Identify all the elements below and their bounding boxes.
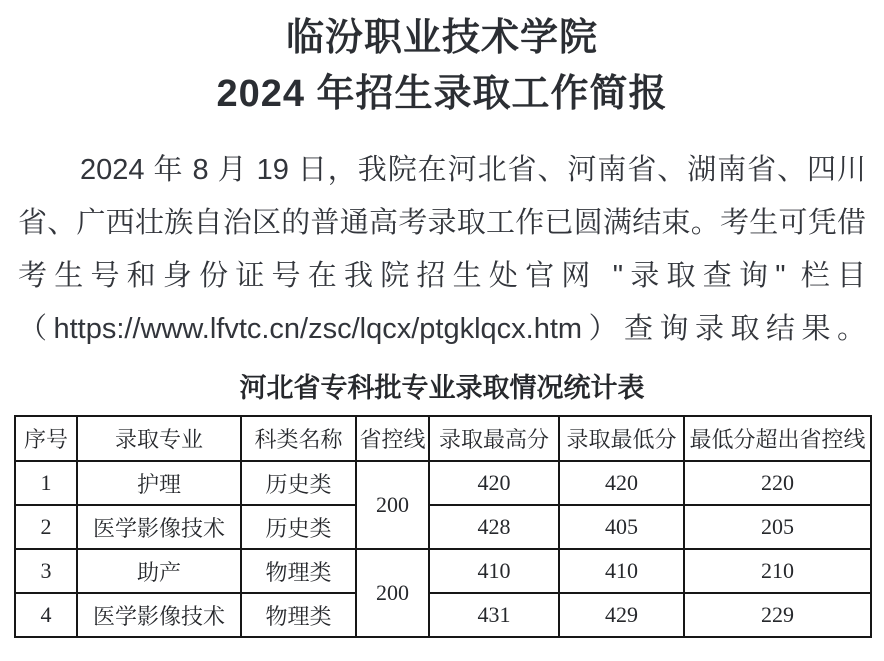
- col-header-seq: 序号: [15, 416, 77, 461]
- min-score-cell: 420: [559, 461, 684, 505]
- seq-cell: 4: [15, 593, 77, 637]
- col-header-min-score: 录取最低分: [559, 416, 684, 461]
- above-line-cell: 229: [684, 593, 871, 637]
- col-header-category: 科类名称: [241, 416, 356, 461]
- control-line-cell: 200: [356, 549, 429, 637]
- category-cell: 历史类: [241, 461, 356, 505]
- major-cell: 护理: [77, 461, 241, 505]
- paragraph-line-1: 2024 年 8 月 19 日，我院在河北省、河南省、湖南省、四川: [80, 154, 866, 186]
- max-score-cell: 428: [429, 505, 559, 549]
- above-line-cell: 210: [684, 549, 871, 593]
- max-score-cell: 420: [429, 461, 559, 505]
- control-line-cell: 200: [356, 461, 429, 549]
- seq-cell: 2: [15, 505, 77, 549]
- header-row: [15, 416, 871, 461]
- paragraph-line-3: 考生号和身份证号在我院招生处官网 "录取查询" 栏目: [18, 260, 866, 292]
- above-line-cell: 220: [684, 461, 871, 505]
- table-row: [15, 505, 871, 549]
- paragraph-line-4: （https://www.lfvtc.cn/zsc/lqcx/ptgklqcx.htm）查询录取结果。: [18, 313, 866, 345]
- admission-stats-table: [14, 415, 872, 638]
- intro-paragraph: [18, 144, 866, 356]
- table-row: [15, 549, 871, 593]
- min-score-cell: 429: [559, 593, 684, 637]
- category-cell: 历史类: [241, 505, 356, 549]
- category-cell: 物理类: [241, 593, 356, 637]
- major-cell: 医学影像技术: [77, 505, 241, 549]
- seq-cell: 1: [15, 461, 77, 505]
- major-cell: 助产: [77, 549, 241, 593]
- seq-cell: 3: [15, 549, 77, 593]
- above-line-cell: 205: [684, 505, 871, 549]
- document-page: [0, 14, 884, 661]
- max-score-cell: 410: [429, 549, 559, 593]
- table-row: [15, 461, 871, 505]
- col-header-ctrl-line: 省控线: [356, 416, 429, 461]
- col-header-max-score: 录取最高分: [429, 416, 559, 461]
- major-cell: 医学影像技术: [77, 593, 241, 637]
- paragraph-line-2: 省、广西壮族自治区的普通高考录取工作已圆满结束。考生可凭借: [18, 207, 866, 239]
- page-subtitle: 2024 年招生录取工作简报: [216, 73, 668, 115]
- category-cell: 物理类: [241, 549, 356, 593]
- col-header-above-line: 最低分超出省控线: [684, 416, 871, 461]
- col-header-major: 录取专业: [77, 416, 241, 461]
- min-score-cell: 405: [559, 505, 684, 549]
- max-score-cell: 431: [429, 593, 559, 637]
- table-caption: 河北省专科批专业录取情况统计表: [239, 373, 645, 403]
- page-title: 临汾职业技术学院: [285, 17, 598, 59]
- min-score-cell: 410: [559, 549, 684, 593]
- table-row: [15, 593, 871, 637]
